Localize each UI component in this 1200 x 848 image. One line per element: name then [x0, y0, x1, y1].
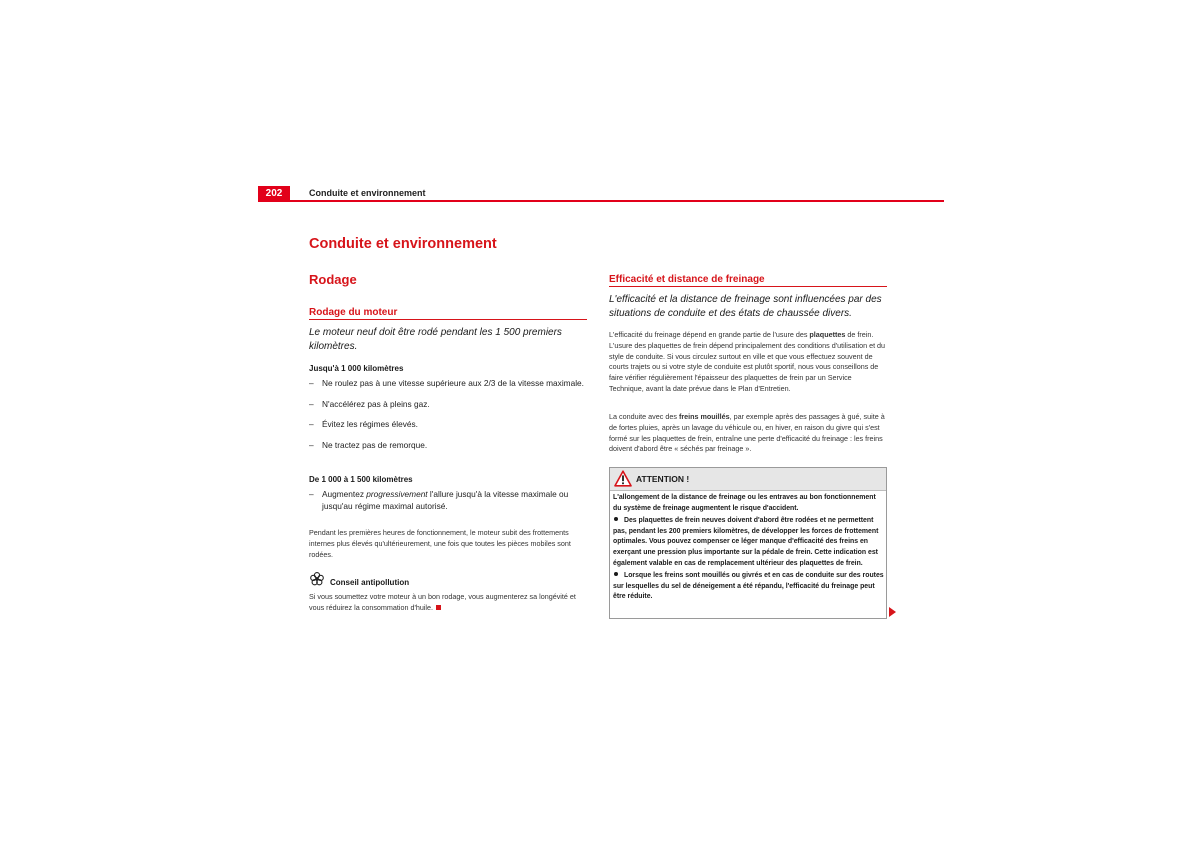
warning-body [613, 493, 885, 605]
list-item: – Ne roulez pas à une vitesse supérieure aux 2/3 de la vitesse maximale. [309, 378, 584, 388]
group1-list [309, 378, 587, 460]
flower-eco-icon [309, 571, 325, 587]
left-heading: Rodage du moteur [309, 307, 398, 318]
page-number: 202 [258, 186, 290, 201]
warning-label: ATTENTION ! [636, 474, 690, 484]
warning-box [609, 467, 887, 619]
right-intro: L'efficacité et la distance de freinage sont influencées par des situations de conduite et des états de chaussée divers. [609, 294, 882, 319]
group2-list [309, 489, 587, 521]
right-heading-rule [609, 286, 887, 287]
eco-tip-text: Si vous soumettez votre moteur à un bon rodage, vous augmenterez sa longévité et vous réduirez la consommation d'huile. [309, 592, 576, 612]
list-item: – Ne tractez pas de remorque. [309, 439, 428, 450]
left-intro: Le moteur neuf doit être rodé pendant les 1 500 premiers kilomètres. [309, 327, 562, 352]
bullet-icon [614, 517, 618, 521]
header-rule [258, 200, 944, 202]
warning-bullet: Lorsque les freins sont mouillés ou givrés et en cas de conduite sur des routes sur lesquelles du sel de déneigement a été répandu, l'efficacité du freinage peut être réduite. [613, 572, 884, 601]
eco-tip-title: Conseil antipollution [330, 578, 410, 587]
group1-title: Jusqu'à 1 000 kilomètres [309, 364, 404, 373]
chapter-title: Conduite et environnement [309, 236, 497, 252]
right-paragraph-2: La conduite avec des freins mouillés, par exemple après des passages à gué, suite à de fortes pluies, après un lavage du véhicule ou, en hiver, en raison du givre qui s'est formé sur les plaquettes de frein, entraîne une perte d'efficacité du freinage : les freins doivent d'abord être « séchés par freinage ». [609, 412, 885, 454]
running-title: Conduite et environnement [309, 188, 426, 198]
group2-title: De 1 000 à 1 500 kilomètres [309, 475, 413, 484]
right-paragraph-1: L'efficacité du freinage dépend en grande partie de l'usure des plaquettes de frein. L'usure des plaquettes de frein dépend principalement des conditions d'utilisation et du style de conduite. Si vous circulez surtout en ville et que vous effectuez souvent de courts trajets ou si votre style de conduite est plutôt sportif, nous vous conseillons de faire vérifier régulièrement l'épaisseur des plaquettes de frein par un Service Technique, avant la date prévue dans le Plan d'Entretien. [609, 330, 886, 393]
warning-triangle-icon [614, 470, 632, 492]
left-paragraph: Pendant les premières heures de fonctionnement, le moteur subit des frottements internes plus élevés qu'ultérieurement, une fois que toutes les pièces mobiles sont rodées. [309, 528, 571, 559]
warning-lead: L'allongement de la distance de freinage ou les entraves au bon fonctionnement du système de freinage augmentent le risque d'accident. [613, 494, 876, 512]
left-heading-rule [309, 319, 587, 320]
warning-header [610, 468, 886, 491]
bullet-icon [614, 572, 618, 576]
end-of-section-marker [436, 605, 441, 610]
section-title: Rodage [309, 272, 357, 287]
next-page-arrow-icon [889, 607, 896, 617]
list-item: – N'accélérez pas à pleins gaz. [309, 398, 430, 409]
list-item: – Augmentez progressivement l'allure jusqu'à la vitesse maximale ou jusqu'au régime maximal autorisé. [309, 489, 569, 511]
list-item: – Évitez les régimes élevés. [309, 419, 418, 429]
warning-bullet: Des plaquettes de frein neuves doivent d'abord être rodées et ne permettent pas, pendant les 200 premiers kilomètres, de développer les forces de frottement optimales. Vous pouvez compenser ce léger manque d'efficacité des freins en exerçant une pression plus importante sur la pédale de frein. Cette indication est également valable en cas de remplacement ultérieur des plaquettes de frein. [613, 517, 879, 567]
right-heading: Efficacité et distance de freinage [609, 274, 765, 285]
